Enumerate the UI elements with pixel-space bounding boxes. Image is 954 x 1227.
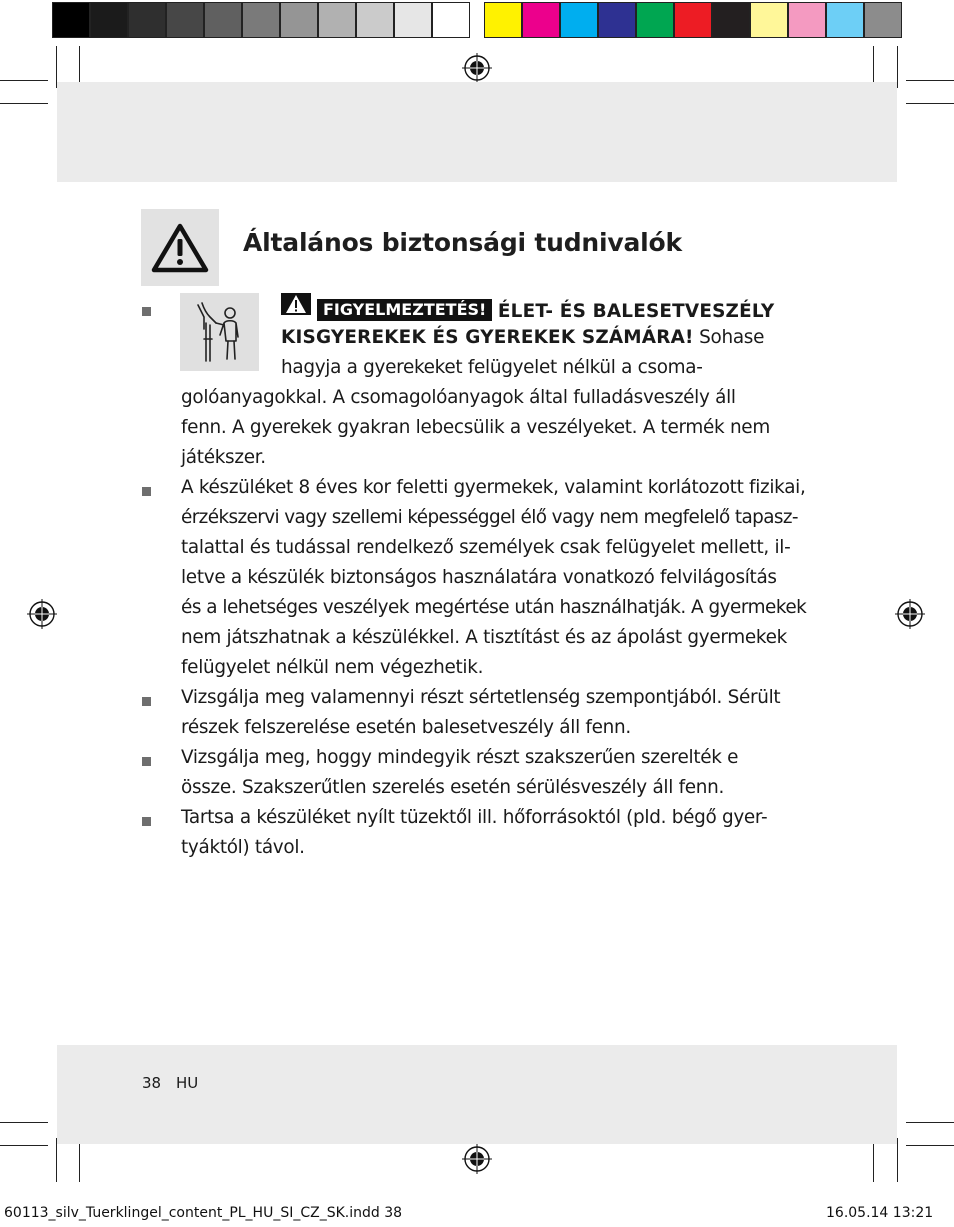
item-line: nem játszhatnak a készülékkel. A tisztítást és az ápolást gyermekek (181, 627, 787, 648)
gray-swatch (128, 2, 166, 38)
list-bullet (142, 757, 151, 766)
item-line: tyáktól) távol. (181, 837, 305, 858)
color-swatch (522, 2, 560, 38)
color-swatch (484, 2, 522, 38)
registration-mark-icon (462, 1144, 492, 1174)
warning-badge-icon (281, 293, 311, 315)
item-line: fenn. A gyerekek gyakran lebecsülik a veszélyeket. A termék nem (181, 417, 770, 438)
child-icon-box (180, 293, 259, 371)
item-line: játékszer. (181, 447, 266, 468)
gray-swatch (52, 2, 90, 38)
item-line: ÉLET- ÉS BALESETVESZÉLY (497, 301, 775, 322)
item-line: golóanyagokkal. A csomagolóanyagok által fulladásveszély áll (181, 387, 736, 408)
item-line: hagyja a gyerekeket felügyelet nélkül a csoma- (281, 357, 703, 378)
color-swatch (560, 2, 598, 38)
item-line-row (281, 323, 764, 353)
date-slug: 16.05.14 13:21 (826, 1205, 934, 1221)
item-line: Vizsgálja meg valamennyi részt sértetlenség szempontjából. Sérült (181, 687, 781, 708)
item-line: A készüléket 8 éves kor feletti gyermekek, valamint korlátozott fizikai, (181, 477, 806, 498)
item-line: Vizsgálja meg, hoggy mindegyik részt szakszerűen szerelték e (181, 747, 739, 768)
item-line: Tartsa a készüléket nyílt tüzektől ill. hőforrásoktól (pld. bégő gyer- (181, 807, 768, 828)
gray-swatch (204, 2, 242, 38)
item-line: össze. Szakszerűtlen szerelés esetén sérülésveszély áll fenn. (181, 777, 725, 798)
gray-swatch (166, 2, 204, 38)
item-line: felügyelet nélkül nem végezhetik. (181, 657, 484, 678)
registration-mark-icon (462, 53, 492, 83)
gray-swatch (394, 2, 432, 38)
footer-band (57, 1045, 897, 1144)
gray-swatch (432, 2, 470, 38)
color-swatch (826, 2, 864, 38)
page-language: HU (176, 1074, 199, 1092)
item-line: érzékszervi vagy szellemi képességgel élő vagy nem megfelelő tapasz- (181, 507, 798, 528)
color-swatch (864, 2, 902, 38)
gray-swatch (90, 2, 128, 38)
list-bullet (142, 697, 151, 706)
page-number: 38 (142, 1074, 162, 1092)
item-line: letve a készülék biztonságos használatára vonatkozó felvilágosítás (181, 567, 777, 588)
warning-lead-line (281, 293, 774, 327)
list-bullet (142, 817, 151, 826)
item-line: KISGYEREKEK ÉS GYEREKEK SZÁMÁRA! (281, 327, 694, 348)
file-slug: 60113_silv_Tuerklingel_content_PL_HU_SI_CZ_SK.indd 38 (4, 1205, 403, 1221)
color-swatch (674, 2, 712, 38)
gray-swatch (318, 2, 356, 38)
item-line: részek felszerelése esetén balesetveszély áll fenn. (181, 717, 631, 738)
item-line: és a lehetséges veszélyek megértése után használhatják. A gyermekek (181, 597, 807, 618)
gray-swatch (280, 2, 318, 38)
list-bullet (142, 307, 151, 316)
header-band (57, 82, 897, 182)
registration-mark-icon (895, 599, 925, 629)
item-line: Sohase (693, 327, 765, 348)
child-icon (190, 299, 250, 365)
warning-label: FIGYELMEZTETÉS! (317, 299, 492, 321)
color-swatch (636, 2, 674, 38)
color-swatch (788, 2, 826, 38)
page-title: Általános biztonsági tudnivalók (243, 228, 682, 257)
registration-mark-icon (27, 599, 57, 629)
gray-swatch (242, 2, 280, 38)
gray-swatch (356, 2, 394, 38)
item-line: talattal és tudással rendelkező személyek csak felügyelet mellett, il- (181, 537, 791, 558)
color-swatch (712, 2, 750, 38)
color-swatch (598, 2, 636, 38)
warning-icon-box (141, 209, 219, 286)
color-swatch (750, 2, 788, 38)
list-bullet (142, 487, 151, 496)
warning-triangle-icon (151, 223, 209, 273)
